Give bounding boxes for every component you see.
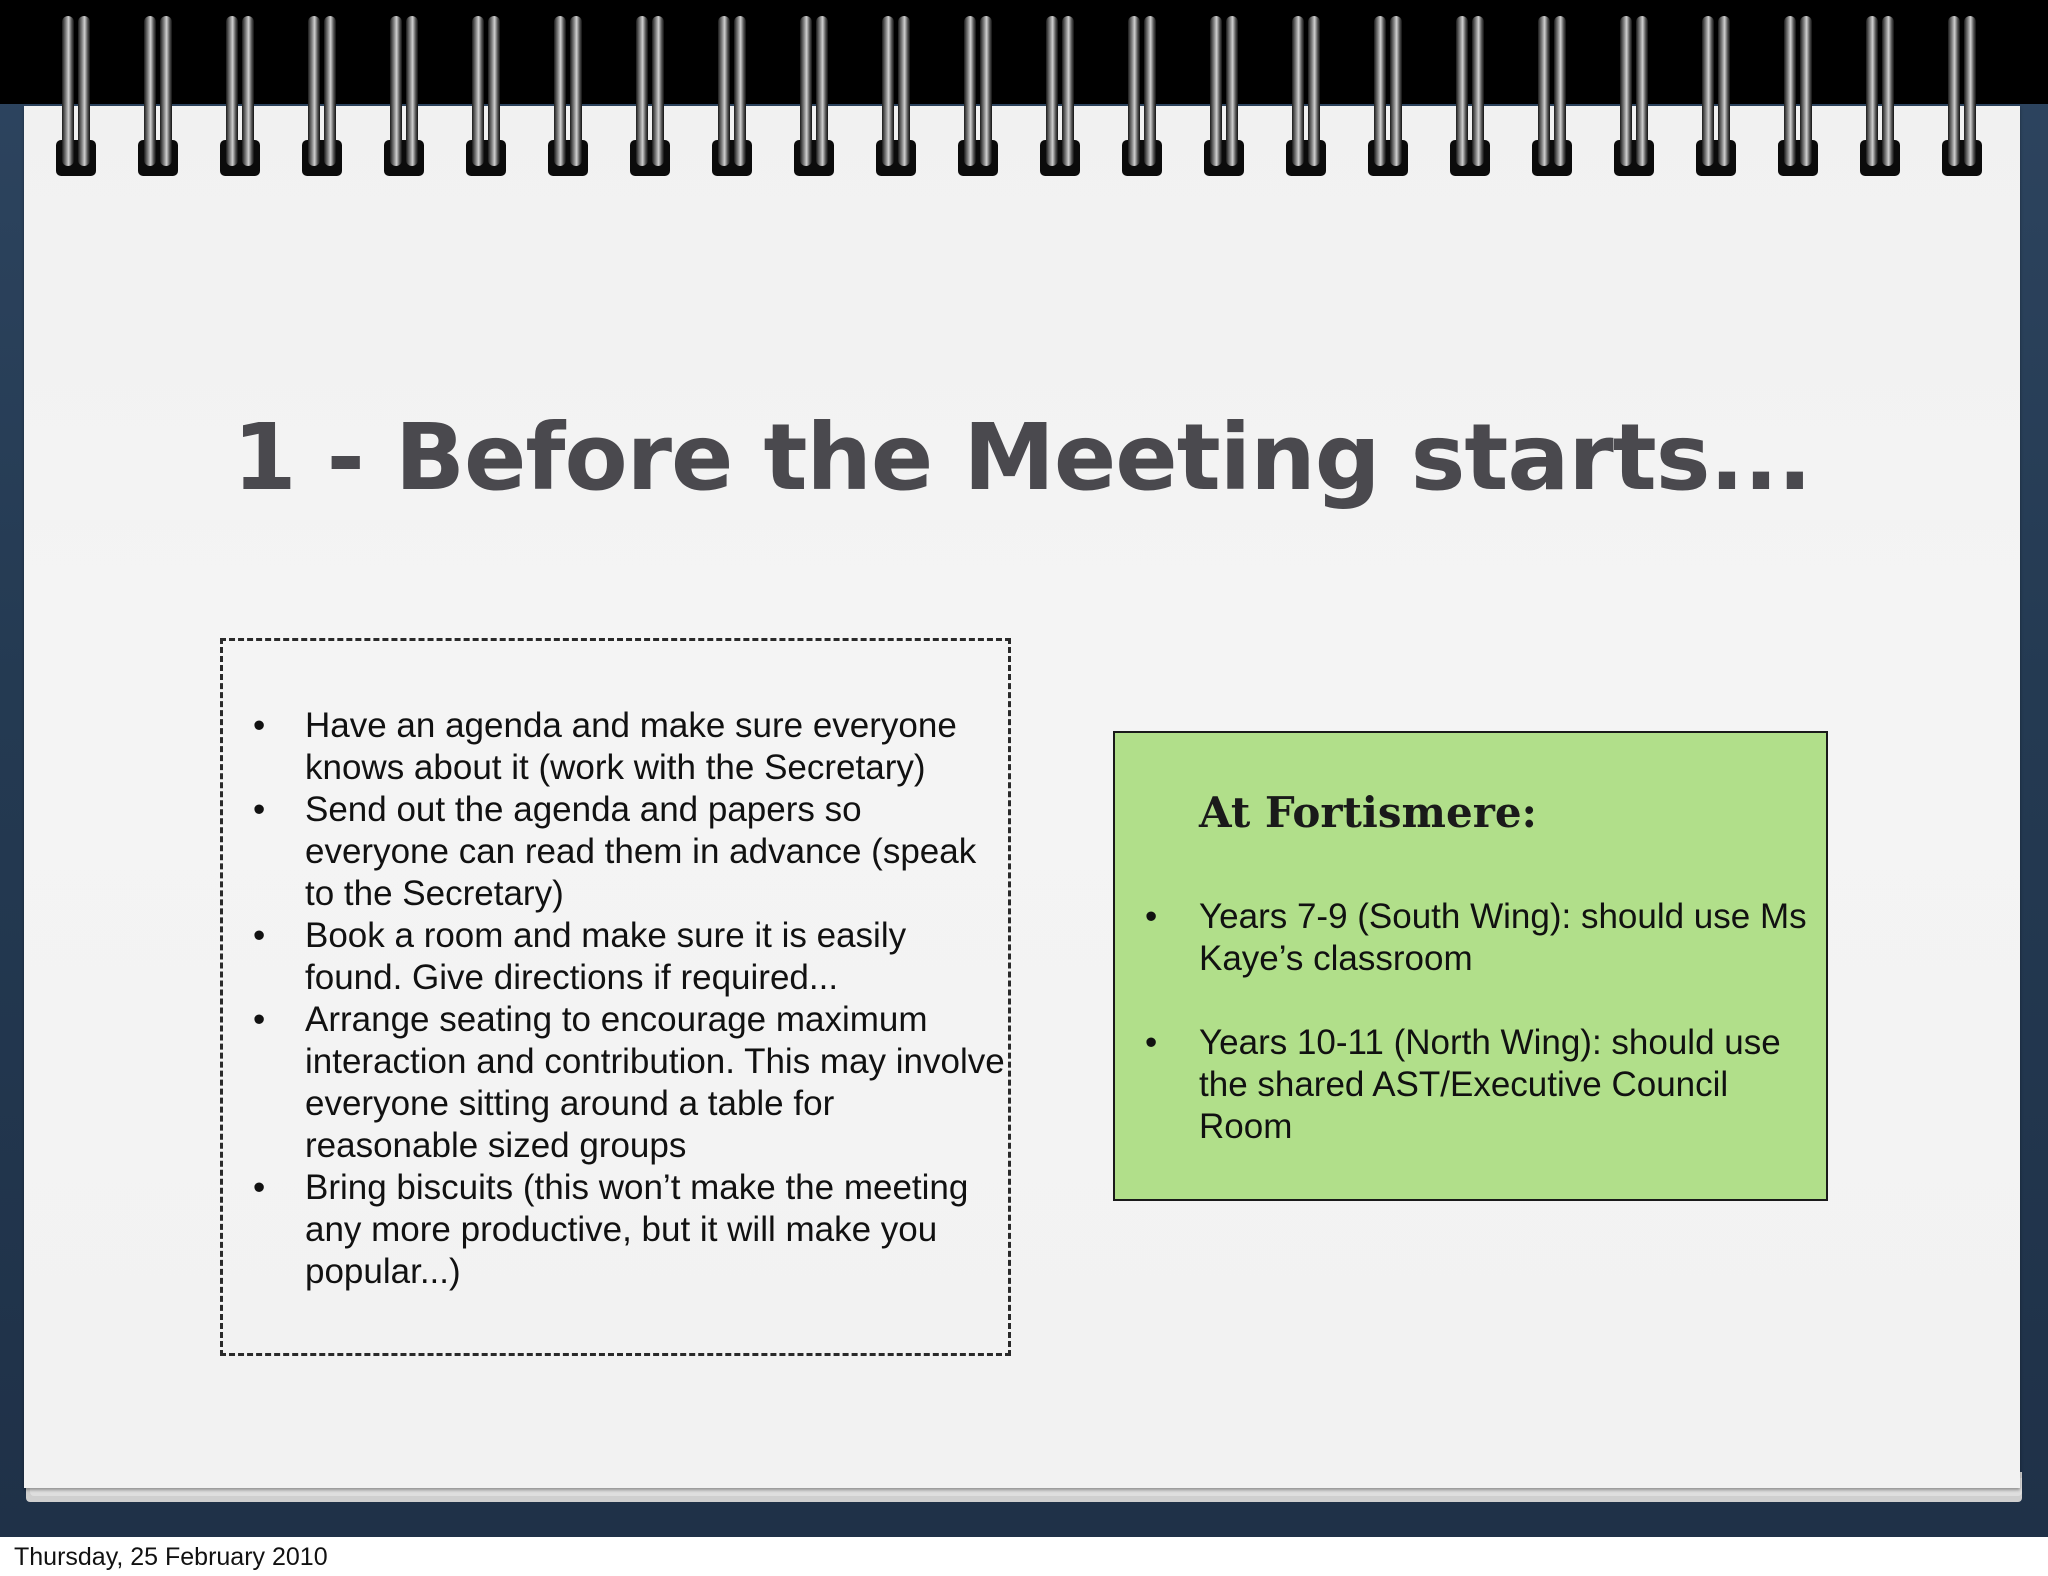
coil-ring [138,16,178,176]
checklist-item [253,999,1005,1167]
callout-item [1145,1022,1815,1148]
coil-ring [794,16,834,176]
coil-ring [1778,16,1818,176]
checklist-box [220,638,1011,1356]
callout-list [1145,896,1815,1190]
coil-ring [302,16,342,176]
coil-ring [712,16,752,176]
coil-ring [548,16,588,176]
coil-ring [876,16,916,176]
bullet-icon: • [253,790,266,829]
coil-ring [630,16,670,176]
coil-ring [1532,16,1572,176]
coil-ring [1040,16,1080,176]
callout-item-text: Years 7-9 (South Wing): should use Ms Kaye’s classroom [1199,897,1807,978]
coil-ring [1696,16,1736,176]
checklist-item [253,705,1005,789]
checklist [253,705,1005,1293]
bullet-icon: • [253,1168,266,1207]
slide-title: 1 - Before the Meeting starts... [232,404,1812,511]
coil-ring [1204,16,1244,176]
bullet-icon: • [253,706,266,745]
coil-ring [1450,16,1490,176]
footer-date: Thursday, 25 February 2010 [14,1543,328,1571]
callout-item-text: Years 10-11 (North Wing): should use the shared AST/Executive Council Room [1199,1023,1781,1146]
checklist-item-text: Have an agenda and make sure everyone knows about it (work with the Secretary) [305,706,957,787]
coil-ring [958,16,998,176]
notebook-page [24,106,2020,1488]
checklist-item-text: Bring biscuits (this won’t make the meeting any more productive, but it will make you popular...) [305,1168,969,1291]
spiral-coils [56,16,1982,176]
bullet-icon: • [253,1000,266,1039]
coil-ring [384,16,424,176]
coil-ring [1122,16,1162,176]
callout-heading: At Fortismere: [1199,788,1538,837]
coil-ring [1942,16,1982,176]
coil-ring [1614,16,1654,176]
coil-ring [1368,16,1408,176]
callout-item [1145,896,1815,980]
checklist-item-text: Book a room and make sure it is easily found. Give directions if required... [305,916,907,997]
bullet-icon: • [1145,897,1158,936]
checklist-item-text: Arrange seating to encourage maximum interaction and contribution. This may involve everyone sitting around a table for reasonable sized groups [305,1000,1005,1165]
bullet-icon: • [253,916,266,955]
checklist-item [253,915,1005,999]
checklist-item-text: Send out the agenda and papers so everyone can read them in advance (speak to the Secretary) [305,790,977,913]
bullet-icon: • [1145,1023,1158,1062]
coil-ring [1860,16,1900,176]
coil-ring [466,16,506,176]
spiral-binding [0,0,2048,190]
callout-box [1113,731,1828,1201]
coil-ring [1286,16,1326,176]
coil-ring [220,16,260,176]
checklist-item [253,1167,1005,1293]
coil-ring [56,16,96,176]
checklist-item [253,789,1005,915]
